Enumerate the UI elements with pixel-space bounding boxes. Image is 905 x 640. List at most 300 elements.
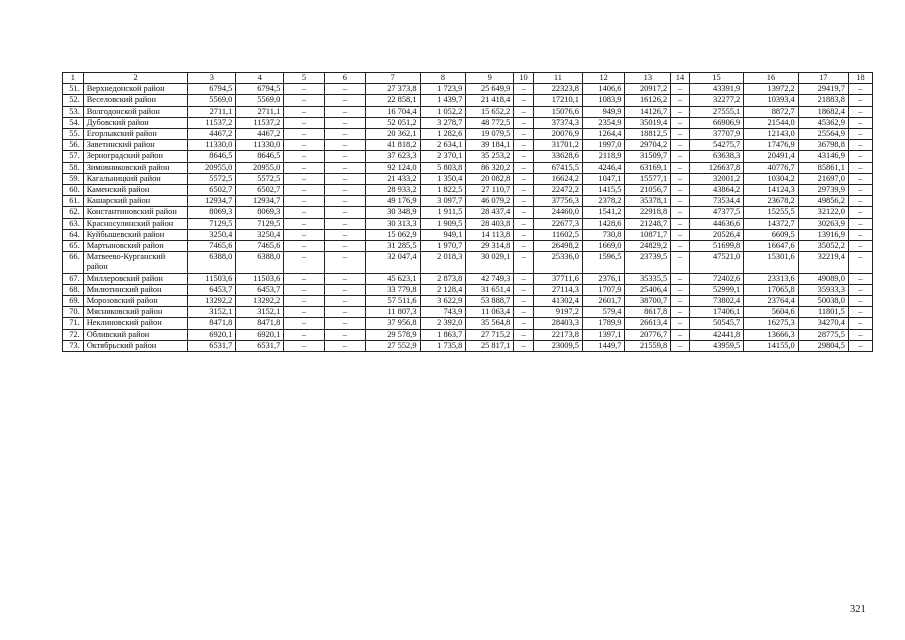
value-cell: 949,9: [582, 106, 625, 117]
value-cell: 5 803,8: [420, 162, 466, 173]
value-cell: 22 858,1: [366, 95, 421, 106]
value-cell: 36798,8: [798, 140, 848, 151]
value-cell: 11801,5: [798, 307, 848, 318]
value-cell: 14155,0: [744, 340, 799, 351]
value-cell: –: [514, 229, 534, 240]
value-cell: –: [671, 207, 690, 218]
value-cell: –: [671, 329, 690, 340]
value-cell: –: [324, 340, 365, 351]
value-cell: –: [514, 241, 534, 252]
value-cell: –: [848, 307, 872, 318]
value-cell: 27 110,7: [466, 185, 514, 196]
row-number: 69.: [63, 296, 84, 307]
value-cell: 49 176,9: [366, 196, 421, 207]
value-cell: 16275,3: [744, 318, 799, 329]
value-cell: 48 772,5: [466, 117, 514, 128]
value-cell: 20955,0: [188, 162, 236, 173]
value-cell: 21544,0: [744, 117, 799, 128]
value-cell: 17476,9: [744, 140, 799, 151]
value-cell: 14124,3: [744, 185, 799, 196]
value-cell: 2 128,4: [420, 284, 466, 295]
value-cell: 6502,7: [188, 185, 236, 196]
header-cell: 5: [284, 73, 324, 84]
value-cell: –: [848, 241, 872, 252]
value-cell: –: [324, 218, 365, 229]
value-cell: 35 253,2: [466, 151, 514, 162]
value-cell: 72402,6: [689, 273, 744, 284]
row-number: 71.: [63, 318, 84, 329]
value-cell: –: [284, 173, 324, 184]
value-cell: 1 909,5: [420, 218, 466, 229]
value-cell: –: [284, 218, 324, 229]
value-cell: –: [284, 252, 324, 273]
district-name: Матвеево-Курганский район: [83, 252, 188, 273]
value-cell: 16647,6: [744, 241, 799, 252]
value-cell: 47377,5: [689, 207, 744, 218]
header-cell: 4: [236, 73, 284, 84]
value-cell: 17210,1: [533, 95, 582, 106]
header-cell: 10: [514, 73, 534, 84]
value-cell: 1 970,7: [420, 241, 466, 252]
value-cell: –: [324, 307, 365, 318]
header-row: [63, 73, 873, 84]
district-name: Каменский район: [83, 185, 188, 196]
value-cell: 15 652,2: [466, 106, 514, 117]
row-number: 57.: [63, 151, 84, 162]
value-cell: 1 911,5: [420, 207, 466, 218]
value-cell: –: [514, 129, 534, 140]
table-row: [63, 117, 873, 128]
value-cell: 2 370,1: [420, 151, 466, 162]
value-cell: 730,8: [582, 229, 625, 240]
value-cell: 45 623,1: [366, 273, 421, 284]
value-cell: 13292,2: [236, 296, 284, 307]
district-name: Зерноградский район: [83, 151, 188, 162]
value-cell: 5569,0: [188, 95, 236, 106]
value-cell: 8069,3: [236, 207, 284, 218]
value-cell: –: [514, 162, 534, 173]
value-cell: 8471,8: [188, 318, 236, 329]
header-cell: 18: [848, 73, 872, 84]
value-cell: 3 622,9: [420, 296, 466, 307]
district-name: Красносулинский район: [83, 218, 188, 229]
value-cell: 7129,5: [188, 218, 236, 229]
value-cell: –: [848, 84, 872, 95]
value-cell: 1449,7: [582, 340, 625, 351]
page-number: 321: [850, 604, 866, 615]
district-name: Веселовский район: [83, 95, 188, 106]
value-cell: 28775,5: [798, 329, 848, 340]
value-cell: 14372,7: [744, 218, 799, 229]
district-name: Милютинский район: [83, 284, 188, 295]
table-row: [63, 218, 873, 229]
district-name: Куйбышевский район: [83, 229, 188, 240]
table-row: [63, 207, 873, 218]
value-cell: 21056,7: [625, 185, 671, 196]
value-cell: 6609,5: [744, 229, 799, 240]
value-cell: 7129,5: [236, 218, 284, 229]
value-cell: 3 097,7: [420, 196, 466, 207]
value-cell: 47521,0: [689, 252, 744, 273]
value-cell: 92 124,0: [366, 162, 421, 173]
value-cell: 51699,8: [689, 241, 744, 252]
district-name: Мартыновский район: [83, 241, 188, 252]
value-cell: 28 403,8: [466, 218, 514, 229]
value-cell: –: [284, 129, 324, 140]
value-cell: 43146,9: [798, 151, 848, 162]
district-name: Кагальницкий район: [83, 173, 188, 184]
value-cell: 1406,6: [582, 84, 625, 95]
value-cell: 6502,7: [236, 185, 284, 196]
row-number: 53.: [63, 106, 84, 117]
value-cell: –: [284, 273, 324, 284]
row-number: 72.: [63, 329, 84, 340]
value-cell: 25 649,9: [466, 84, 514, 95]
table-row: [63, 284, 873, 295]
value-cell: –: [324, 140, 365, 151]
value-cell: 50038,0: [798, 296, 848, 307]
value-cell: 43959,5: [689, 340, 744, 351]
table-row: [63, 229, 873, 240]
value-cell: –: [671, 162, 690, 173]
value-cell: 2711,1: [188, 106, 236, 117]
value-cell: 2378,2: [582, 196, 625, 207]
value-cell: –: [671, 117, 690, 128]
value-cell: 41 818,2: [366, 140, 421, 151]
value-cell: –: [324, 106, 365, 117]
value-cell: –: [284, 229, 324, 240]
value-cell: –: [514, 307, 534, 318]
value-cell: 28 437,4: [466, 207, 514, 218]
value-cell: –: [324, 273, 365, 284]
value-cell: 4467,2: [188, 129, 236, 140]
value-cell: –: [671, 151, 690, 162]
row-number: 66.: [63, 252, 84, 273]
value-cell: 26498,2: [533, 241, 582, 252]
value-cell: –: [324, 95, 365, 106]
value-cell: –: [324, 229, 365, 240]
value-cell: –: [284, 106, 324, 117]
value-cell: 26613,4: [625, 318, 671, 329]
value-cell: –: [514, 273, 534, 284]
value-cell: –: [514, 196, 534, 207]
value-cell: –: [848, 284, 872, 295]
value-cell: 1 735,8: [420, 340, 466, 351]
value-cell: 13666,3: [744, 329, 799, 340]
value-cell: 15 062,9: [366, 229, 421, 240]
value-cell: –: [848, 229, 872, 240]
value-cell: –: [324, 185, 365, 196]
value-cell: 43391,9: [689, 84, 744, 95]
value-cell: 1997,0: [582, 140, 625, 151]
value-cell: 32 047,4: [366, 252, 421, 273]
value-cell: 14126,7: [625, 106, 671, 117]
value-cell: 6531,7: [236, 340, 284, 351]
value-cell: 2711,1: [236, 106, 284, 117]
value-cell: –: [324, 318, 365, 329]
table-row: [63, 196, 873, 207]
value-cell: –: [848, 329, 872, 340]
value-cell: –: [671, 340, 690, 351]
value-cell: 21697,0: [798, 173, 848, 184]
value-cell: 13292,2: [188, 296, 236, 307]
value-cell: 6794,5: [236, 84, 284, 95]
value-cell: 11537,2: [188, 117, 236, 128]
value-cell: 1 863,7: [420, 329, 466, 340]
value-cell: 2118,9: [582, 151, 625, 162]
value-cell: 5572,5: [236, 173, 284, 184]
table-row: [63, 151, 873, 162]
value-cell: 15301,6: [744, 252, 799, 273]
value-cell: 3 278,7: [420, 117, 466, 128]
row-number: 63.: [63, 218, 84, 229]
value-cell: –: [514, 329, 534, 340]
header-cell: 15: [689, 73, 744, 84]
value-cell: 35933,3: [798, 284, 848, 295]
value-cell: 23009,5: [533, 340, 582, 351]
value-cell: 10393,4: [744, 95, 799, 106]
value-cell: –: [514, 151, 534, 162]
header-cell: 6: [324, 73, 365, 84]
value-cell: 1415,5: [582, 185, 625, 196]
value-cell: 8872,7: [744, 106, 799, 117]
value-cell: 126637,8: [689, 162, 744, 173]
value-cell: –: [514, 173, 534, 184]
value-cell: –: [514, 318, 534, 329]
table-row: [63, 252, 873, 273]
value-cell: 29 314,8: [466, 241, 514, 252]
value-cell: –: [324, 84, 365, 95]
value-cell: 35378,1: [625, 196, 671, 207]
table-row: [63, 318, 873, 329]
value-cell: 23313,6: [744, 273, 799, 284]
header-cell: 14: [671, 73, 690, 84]
row-number: 54.: [63, 117, 84, 128]
value-cell: 3152,1: [188, 307, 236, 318]
value-cell: 15577,1: [625, 173, 671, 184]
table-row: [63, 241, 873, 252]
value-cell: 52 051,2: [366, 117, 421, 128]
value-cell: –: [324, 329, 365, 340]
value-cell: 11602,5: [533, 229, 582, 240]
value-cell: 23739,5: [625, 252, 671, 273]
header-cell: 13: [625, 73, 671, 84]
value-cell: 20491,4: [744, 151, 799, 162]
value-cell: –: [848, 162, 872, 173]
header-cell: 7: [366, 73, 421, 84]
value-cell: 12934,7: [188, 196, 236, 207]
value-cell: 32219,4: [798, 252, 848, 273]
value-cell: 16126,2: [625, 95, 671, 106]
district-name: Егорлыкский район: [83, 129, 188, 140]
value-cell: 40776,7: [744, 162, 799, 173]
row-number: 64.: [63, 229, 84, 240]
value-cell: 32122,0: [798, 207, 848, 218]
value-cell: –: [671, 185, 690, 196]
value-cell: 23678,2: [744, 196, 799, 207]
value-cell: 14 113,8: [466, 229, 514, 240]
value-cell: 1669,0: [582, 241, 625, 252]
value-cell: 6794,5: [188, 84, 236, 95]
value-cell: 11 063,4: [466, 307, 514, 318]
value-cell: –: [284, 284, 324, 295]
table-row: [63, 185, 873, 196]
value-cell: 37756,3: [533, 196, 582, 207]
value-cell: 11330,0: [188, 140, 236, 151]
value-cell: –: [324, 284, 365, 295]
value-cell: 50545,7: [689, 318, 744, 329]
table-row: [63, 95, 873, 106]
value-cell: –: [324, 196, 365, 207]
header-cell: 3: [188, 73, 236, 84]
table-row: [63, 307, 873, 318]
value-cell: 17065,8: [744, 284, 799, 295]
value-cell: 29739,9: [798, 185, 848, 196]
value-cell: 743,9: [420, 307, 466, 318]
value-cell: –: [848, 140, 872, 151]
value-cell: 49856,2: [798, 196, 848, 207]
value-cell: 22173,8: [533, 329, 582, 340]
district-name: Заветинский район: [83, 140, 188, 151]
value-cell: 1596,5: [582, 252, 625, 273]
value-cell: 21559,8: [625, 340, 671, 351]
value-cell: 35335,5: [625, 273, 671, 284]
value-cell: 35 564,8: [466, 318, 514, 329]
value-cell: 1047,1: [582, 173, 625, 184]
value-cell: 1 052,2: [420, 106, 466, 117]
table-row: [63, 329, 873, 340]
value-cell: –: [284, 196, 324, 207]
value-cell: 25406,4: [625, 284, 671, 295]
value-cell: 22677,3: [533, 218, 582, 229]
header-cell: 12: [582, 73, 625, 84]
value-cell: –: [671, 273, 690, 284]
value-cell: 42441,8: [689, 329, 744, 340]
value-cell: 7465,6: [236, 241, 284, 252]
value-cell: 63638,3: [689, 151, 744, 162]
table-row: [63, 296, 873, 307]
value-cell: –: [848, 218, 872, 229]
value-cell: 19 079,5: [466, 129, 514, 140]
value-cell: 63169,1: [625, 162, 671, 173]
value-cell: –: [848, 151, 872, 162]
value-cell: 10871,7: [625, 229, 671, 240]
value-cell: –: [848, 173, 872, 184]
value-cell: 1428,6: [582, 218, 625, 229]
value-cell: 21 418,4: [466, 95, 514, 106]
value-cell: 1264,4: [582, 129, 625, 140]
value-cell: –: [514, 95, 534, 106]
value-cell: 4467,2: [236, 129, 284, 140]
value-cell: 13916,9: [798, 229, 848, 240]
value-cell: –: [671, 307, 690, 318]
value-cell: 25336,0: [533, 252, 582, 273]
value-cell: –: [671, 129, 690, 140]
value-cell: –: [514, 284, 534, 295]
value-cell: –: [284, 95, 324, 106]
value-cell: –: [324, 151, 365, 162]
value-cell: 949,1: [420, 229, 466, 240]
value-cell: –: [514, 252, 534, 273]
header-cell: 8: [420, 73, 466, 84]
value-cell: –: [284, 241, 324, 252]
value-cell: 27 373,8: [366, 84, 421, 95]
value-cell: –: [848, 340, 872, 351]
value-cell: –: [848, 252, 872, 273]
value-cell: 18812,5: [625, 129, 671, 140]
value-cell: 31 285,5: [366, 241, 421, 252]
value-cell: 53 888,7: [466, 296, 514, 307]
value-cell: –: [324, 252, 365, 273]
value-cell: –: [848, 318, 872, 329]
value-cell: –: [324, 162, 365, 173]
value-cell: 30 313,3: [366, 218, 421, 229]
value-cell: 8069,3: [188, 207, 236, 218]
value-cell: 43864,2: [689, 185, 744, 196]
value-cell: 6388,0: [236, 252, 284, 273]
value-cell: 37707,9: [689, 129, 744, 140]
value-cell: –: [514, 218, 534, 229]
value-cell: 27114,3: [533, 284, 582, 295]
row-number: 70.: [63, 307, 84, 318]
value-cell: 21883,8: [798, 95, 848, 106]
value-cell: 27 715,2: [466, 329, 514, 340]
value-cell: 20917,2: [625, 84, 671, 95]
value-cell: 32277,2: [689, 95, 744, 106]
header-cell: 2: [83, 73, 188, 84]
value-cell: 2601,7: [582, 296, 625, 307]
value-cell: –: [848, 273, 872, 284]
value-cell: 15076,6: [533, 106, 582, 117]
value-cell: –: [671, 296, 690, 307]
value-cell: –: [848, 95, 872, 106]
value-cell: 11 807,3: [366, 307, 421, 318]
value-cell: 579,4: [582, 307, 625, 318]
value-cell: 44636,6: [689, 218, 744, 229]
table-row: [63, 173, 873, 184]
value-cell: 30 348,9: [366, 207, 421, 218]
value-cell: 11537,2: [236, 117, 284, 128]
value-cell: –: [848, 185, 872, 196]
district-name: Кашарский район: [83, 196, 188, 207]
value-cell: 11503,6: [236, 273, 284, 284]
value-cell: 31 651,4: [466, 284, 514, 295]
value-cell: 37 623,3: [366, 151, 421, 162]
value-cell: –: [848, 129, 872, 140]
row-number: 73.: [63, 340, 84, 351]
value-cell: 20 362,1: [366, 129, 421, 140]
value-cell: –: [284, 117, 324, 128]
value-cell: 10304,2: [744, 173, 799, 184]
value-cell: 21 433,2: [366, 173, 421, 184]
value-cell: –: [324, 207, 365, 218]
value-cell: –: [671, 218, 690, 229]
district-name: Морозовский район: [83, 296, 188, 307]
district-name: Мясниковский район: [83, 307, 188, 318]
value-cell: 13972,2: [744, 84, 799, 95]
value-cell: 5604,6: [744, 307, 799, 318]
value-cell: 9197,2: [533, 307, 582, 318]
value-cell: –: [284, 296, 324, 307]
value-cell: 38700,7: [625, 296, 671, 307]
district-name: Миллеровский район: [83, 273, 188, 284]
table-body: [63, 73, 873, 352]
value-cell: 6920,1: [236, 329, 284, 340]
value-cell: 22472,2: [533, 185, 582, 196]
value-cell: 11330,0: [236, 140, 284, 151]
header-cell: 11: [533, 73, 582, 84]
value-cell: –: [848, 207, 872, 218]
